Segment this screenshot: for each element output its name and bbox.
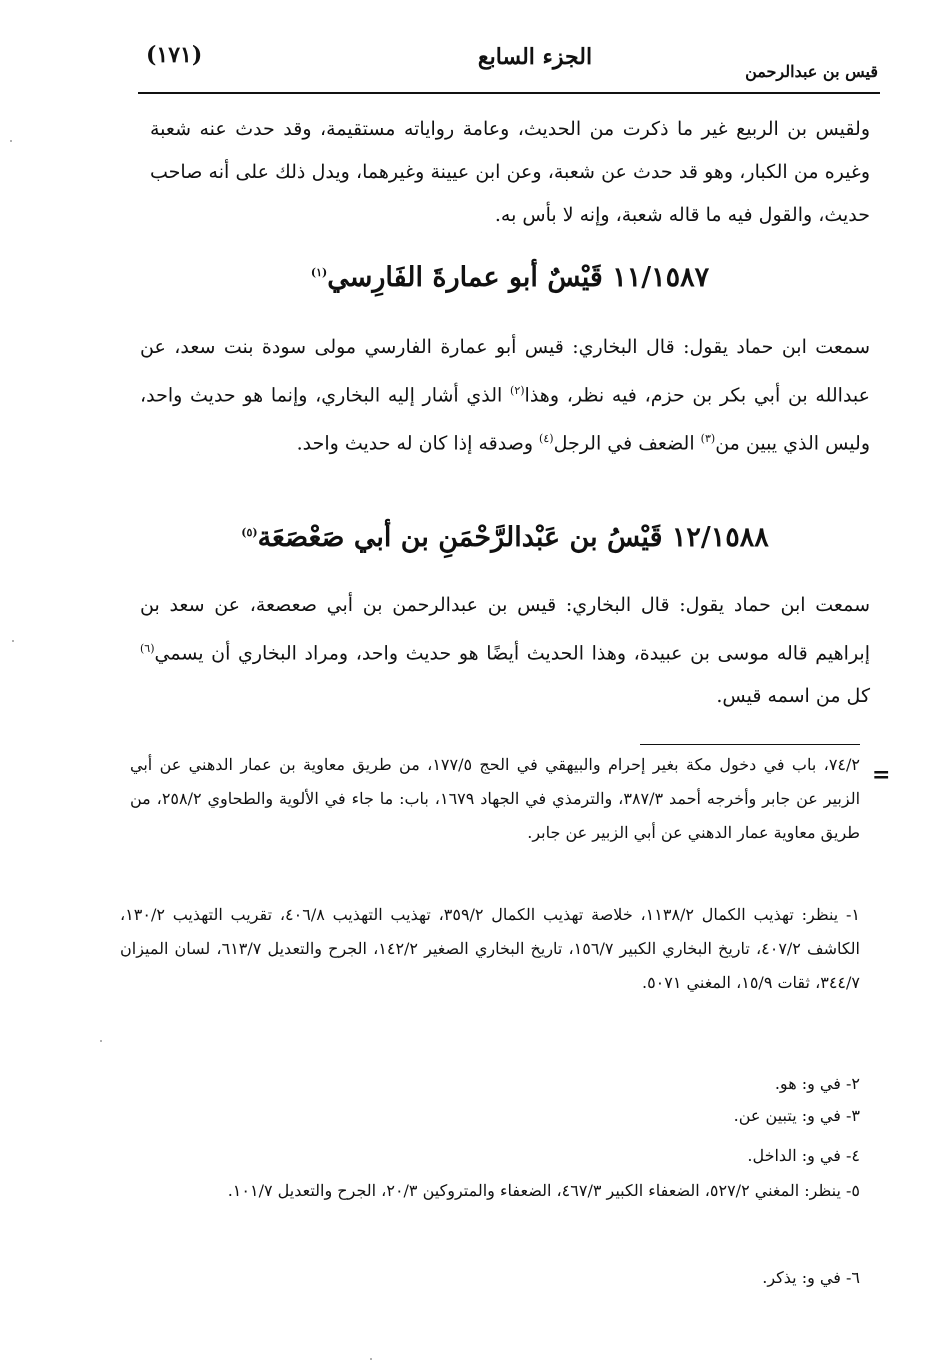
footnote-2: ٢- في و: هو.: [774, 1074, 860, 1093]
entry-2-title: [140, 522, 870, 553]
header-rule: [138, 92, 880, 94]
volume-title: الجزء السابع: [477, 44, 593, 70]
scan-speck: [370, 1358, 372, 1360]
footnote-ref-6: (٦): [140, 642, 155, 655]
entry-2-number: ١٢/١٥٨٨: [671, 522, 769, 553]
footnote-1: ١- ينظر: تهذيب الكمال ١١٣٨/٢، خلاصة تهذيب الكمال ٣٥٩/٢، تهذيب التهذيب ٤٠٦/٨، تقريب التهذيب ١٣٠/٢، الكاشف ٤٠٧/٢، تاريخ البخاري الكبير ١٥٦/٧، تاريخ البخاري الصغير ١٤٢/٢، الجرح والتعديل ٦١٣/٧، لسان الميزان ٣٤٤/٧، ثقات ١٥/٩، المغني ٥٠٧١.: [120, 905, 861, 992]
entry-2-text: [140, 584, 870, 718]
scan-speck: [10, 140, 12, 142]
footnote-5: ٥- ينظر: المغني ٥٢٧/٢، الضعفاء الكبير ٤٦٧/٣، الضعفاء والمتروكين ٢٠/٣، الجرح والتعديل ١٠١/٧.: [227, 1181, 860, 1200]
entry-1-note: (١): [310, 266, 328, 279]
entry-1-text: [140, 326, 870, 466]
footnote-4: ٤- في و: الداخل.: [747, 1146, 860, 1165]
entry-1-title: [150, 262, 870, 293]
entry-2-name: قَيْسُ بن عَبْدالرَّحْمَنِ بن أبي صَعْصَعَة: [257, 522, 663, 553]
page-header: [130, 40, 880, 98]
entry-1-text-a: سمعت ابن حماد يقول: قال البخاري: قيس أبو عمارة الفارسي مولى سودة بنت سعد، عن عبدالله بن أبي بكر بن حزم، فيه نظر، وهذا: [140, 336, 870, 407]
paragraph-1: ولقيس بن الربيع غير ما ذكرت من الحديث، وعامة رواياته مستقيمة، وقد حدث عنه شعبة وغيره من الكبار، وهو قد حدث عن شعبة، وعن ابن عيينة وغيرهما، ويدل ذلك على أنه صاحب حديث، والقول فيه ما قاله شعبة، وإنه لا بأس به.: [150, 118, 870, 226]
footnote-ref-2: (٢): [510, 384, 525, 397]
footnote-continuation-mark: =: [872, 762, 891, 788]
footnote-carryover: ٧٤/٢، باب في دخول مكة بغير إحرام والبيهقي في الحج ١٧٧/٥، من طريق معاوية بن عمار الدهني عن أبي الزبير عن جابر وأخرجه أحمد ٣٨٧/٣، والترمذي في الجهاد ١٦٧٩، باب: ما جاء في الألوية والطحاوي ٢٥٨/٢، من طريق معاوية عمار الدهني عن أبي الزبير عن جابر.: [130, 755, 861, 842]
footnote-6: ٦- في و: يذكر.: [762, 1268, 860, 1287]
entry-2-note: (٥): [241, 526, 258, 539]
footnote-ref-4: (٤): [539, 432, 554, 446]
entry-1-number: ١١/١٥٨٧: [612, 262, 710, 293]
footnote-3: ٣- في و: يتبين عن.: [733, 1106, 860, 1125]
scan-speck: [100, 1040, 102, 1042]
entry-2-text-b: كل من اسمه قيس.: [716, 685, 870, 708]
scan-speck: [12, 640, 14, 642]
page-number: (١٧١): [146, 42, 203, 68]
footnote-ref-3: (٣): [700, 432, 716, 446]
entry-1-text-b: الذي أشار إليه البخاري، وإنما هو حديث واحد، وليس الذي يبين من: [140, 384, 870, 455]
entry-1-name: قَيْسٌ أبو عمارةَ الفَارِسي: [327, 262, 603, 293]
entry-1-text-d: وصدقه إذا كان له حديث واحد.: [296, 432, 533, 455]
footnote-rule: [640, 744, 860, 745]
entry-1-text-c: الضعف في الرجل: [553, 432, 695, 455]
entry-2-text-a: سمعت ابن حماد يقول: قال البخاري: قيس بن عبدالرحمن بن أبي صعصعة، عن سعد بن إبراهيم قاله موسى بن عبيدة، وهذا الحديث أيضًا هو حديث واحد، ومراد البخاري أن يسمي: [140, 594, 870, 665]
running-header-name: قيس بن عبدالرحمن: [745, 62, 878, 81]
